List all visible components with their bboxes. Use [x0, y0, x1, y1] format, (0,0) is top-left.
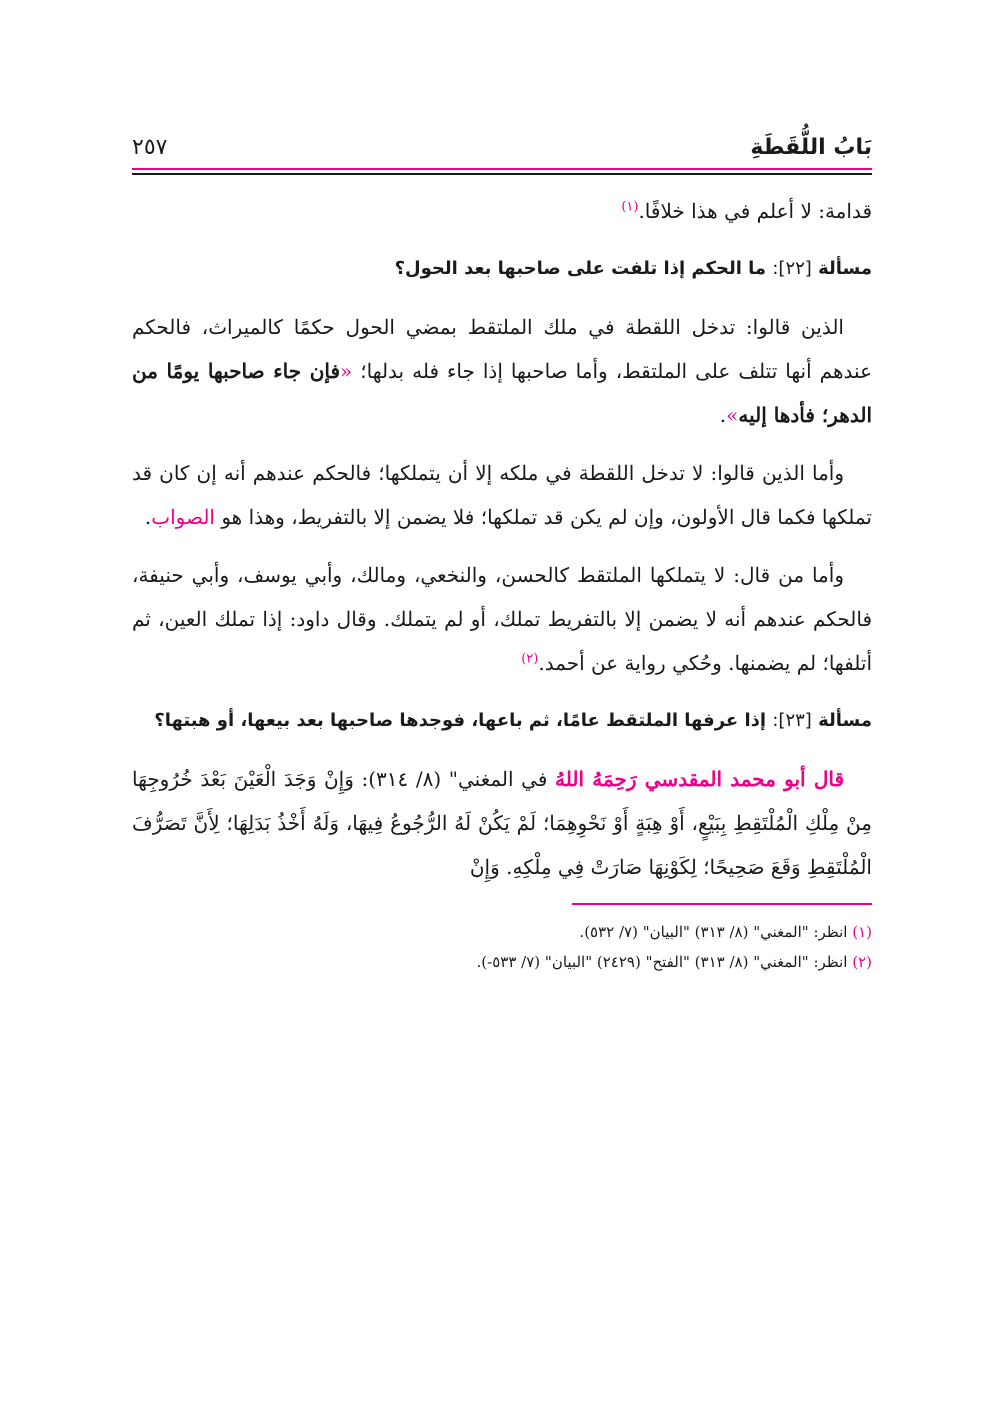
footnote-1-number: (١)	[852, 923, 872, 941]
masala-22-heading	[132, 247, 872, 291]
paragraph-3	[132, 451, 872, 539]
footnote-ref-1[interactable]: (١)	[621, 199, 639, 215]
masala-23-title: إذا عرفها الملتقط عامًا، ثم باعها، فوجدها صاحبها بعد بيعها، أو هبتها؟	[154, 710, 767, 731]
footnote-1	[132, 917, 872, 947]
masala-22-number: [٢٢]:	[772, 258, 812, 279]
paragraph-3-text: وأما الذين قالوا: لا تدخل اللقطة في ملكه إلا أن يتملكها؛ فالحكم عندهم أنه إن كان قد تملكها فكما قال الأولون، وإن لم يكن قد تملكها؛ فلا يضمن إلا بالتفريط، وهذا هو	[132, 461, 872, 529]
hadith-quote: فإن جاء صاحبها يومًا من الدهر؛ فأدها إليه	[132, 359, 872, 427]
paragraph-1-text: قدامة: لا أعلم في هذا خلافًا.	[638, 199, 872, 223]
page-number: ٢٥٧	[132, 135, 168, 160]
footnote-1-text: انظر: "المغني" (٨/ ٣١٣) "البيان" (٧/ ٥٣٢).	[579, 923, 848, 941]
paragraph-2	[132, 305, 872, 437]
quote-close: »	[726, 403, 739, 427]
footnotes	[132, 917, 872, 977]
page-header	[132, 120, 872, 160]
footnote-2-number: (٢)	[852, 953, 872, 971]
footnote-rule	[572, 903, 872, 905]
masala-23-number: [٢٣]:	[772, 710, 812, 731]
footnote-2-text: انظر: "المغني" (٨/ ٣١٣) "الفتح" (٢٤٢٩) "البيان" (٧/ ٥٣٣-).	[476, 953, 848, 971]
paragraph-5	[132, 757, 872, 889]
paragraph-5-text: في المغني" (٨/ ٣١٤): وَإِنْ وَجَدَ الْعَيْنَ بَعْدَ خُرُوجِهَا مِنْ مِلْكِ الْمُلْتَقِطِ بِبَيْعٍ، أَوْ هِبَةٍ أَوْ نَحْوِهِمَا؛ لَمْ يَكُنْ لَهُ الرُّجُوعُ فِيهَا، وَلَهُ أَخْذُ بَدَلِهَا؛ لِأَنَّ تَصَرُّفَ الْمُلْتَقِطِ وَقَعَ صَحِيحًا؛ لِكَوْنِهَا صَارَتْ فِي مِلْكِهِ. وَإِنْ	[132, 767, 872, 879]
paragraph-2-end: .	[719, 403, 727, 427]
paragraph-3-end: .	[144, 505, 152, 529]
footnote-2	[132, 947, 872, 977]
masala-22-label: مسألة	[818, 258, 872, 279]
paragraph-4-text: وأما من قال: لا يتملكها الملتقط كالحسن، والنخعي، ومالك، وأبي يوسف، وأبي حنيفة، فالحكم عندهم أنه لا يضمن إلا بالتفريط تملك، أو لم يتملك. وقال داود: إذا تملك العين، ثم أتلفها؛ لم يضمنها. وحُكي رواية عن أحمد.	[132, 563, 872, 675]
masala-22-title: ما الحكم إذا تلفت على صاحبها بعد الحول؟	[394, 258, 767, 279]
header-rule-accent	[132, 168, 872, 170]
masala-23-heading	[132, 699, 872, 743]
paragraph-4	[132, 553, 872, 685]
chapter-title: بَابُ اللُّقَطَةِ	[750, 135, 872, 160]
footnote-ref-2[interactable]: (٢)	[521, 651, 539, 667]
paragraph-1	[132, 189, 872, 233]
header-rule-dark	[132, 173, 872, 175]
highlight-sawab: الصواب	[151, 505, 215, 529]
book-page	[132, 120, 872, 977]
scholar-name: قال أبو محمد المقدسي رَحِمَهُ اللهُ	[555, 767, 844, 791]
masala-23-label: مسألة	[818, 710, 872, 731]
main-text	[132, 189, 872, 889]
paragraph-2-text: الذين قالوا: تدخل اللقطة في ملك الملتقط بمضي الحول حكمًا كالميراث، فالحكم عندهم أنها تتلف على الملتقط، وأما صاحبها إذا جاء فله بدلها؛	[132, 315, 873, 383]
quote-open: «	[340, 359, 353, 383]
